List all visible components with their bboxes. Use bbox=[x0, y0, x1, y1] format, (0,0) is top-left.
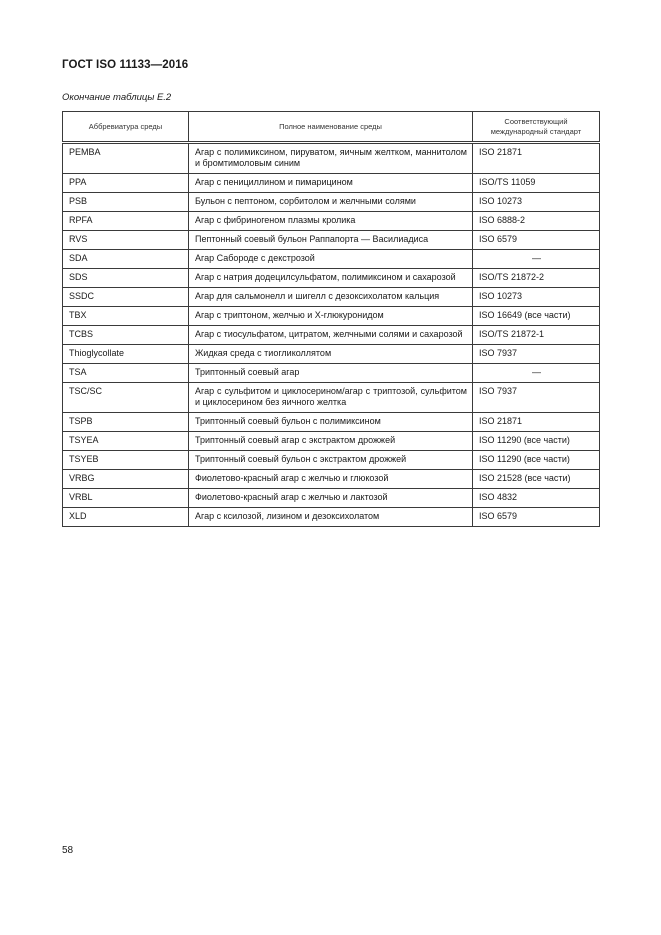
abbreviation-cell: VRBL bbox=[63, 489, 189, 508]
abbreviation-cell: PPA bbox=[63, 174, 189, 193]
abbreviation-cell: SDS bbox=[63, 269, 189, 288]
table-row bbox=[63, 432, 600, 451]
standard-cell: ISO 10273 bbox=[473, 288, 600, 307]
full-name-cell: Пептонный соевый бульон Раппапорта — Василиадиса bbox=[189, 231, 473, 250]
standard-cell: ISO/TS 21872-2 bbox=[473, 269, 600, 288]
abbreviation-cell: TCBS bbox=[63, 326, 189, 345]
full-name-cell: Триптонный соевый бульон с полимиксином bbox=[189, 413, 473, 432]
table-row bbox=[63, 413, 600, 432]
abbreviation-cell: SSDC bbox=[63, 288, 189, 307]
table-row bbox=[63, 489, 600, 508]
abbreviation-cell: Thioglycollate bbox=[63, 345, 189, 364]
standard-cell: — bbox=[473, 250, 600, 269]
document-title: ГОСТ ISO 11133—2016 bbox=[62, 59, 189, 71]
abbreviation-cell: PSB bbox=[63, 193, 189, 212]
page-number: 58 bbox=[62, 845, 74, 856]
table-row bbox=[63, 231, 600, 250]
abbreviation-cell: TSC/SC bbox=[63, 383, 189, 413]
full-name-cell: Бульон с пептоном, сорбитолом и желчными солями bbox=[189, 193, 473, 212]
abbreviation-cell: TSYEB bbox=[63, 451, 189, 470]
full-name-cell: Агар Сабороде с декстрозой bbox=[189, 250, 473, 269]
table-row bbox=[63, 307, 600, 326]
table-row bbox=[63, 451, 600, 470]
full-name-cell: Триптонный соевый агар с экстрактом дрожжей bbox=[189, 432, 473, 451]
abbreviation-cell: VRBG bbox=[63, 470, 189, 489]
column-header-full-name: Полное наименование среды bbox=[189, 112, 473, 143]
table-header-row bbox=[63, 112, 600, 143]
full-name-cell: Триптонный соевый бульон с экстрактом дрожжей bbox=[189, 451, 473, 470]
full-name-cell: Агар для сальмонелл и шигелл с дезоксихолатом кальция bbox=[189, 288, 473, 307]
standard-cell: ISO 6579 bbox=[473, 508, 600, 527]
standard-cell: ISO 11290 (все части) bbox=[473, 432, 600, 451]
full-name-cell: Агар с полимиксином, пируватом, яичным желтком, маннитолом и бромтимоловым синим bbox=[189, 143, 473, 174]
full-name-cell: Агар с фибриногеном плазмы кролика bbox=[189, 212, 473, 231]
full-name-cell: Агар с пенициллином и пимарицином bbox=[189, 174, 473, 193]
full-name-cell: Фиолетово-красный агар с желчью и лактозой bbox=[189, 489, 473, 508]
abbreviation-cell: RPFA bbox=[63, 212, 189, 231]
table-caption: Окончание таблицы Е.2 bbox=[62, 92, 172, 103]
table-row bbox=[63, 269, 600, 288]
full-name-cell: Агар с ксилозой, лизином и дезоксихолатом bbox=[189, 508, 473, 527]
standard-cell: ISO 21871 bbox=[473, 143, 600, 174]
abbreviation-cell: TBX bbox=[63, 307, 189, 326]
table-row bbox=[63, 345, 600, 364]
table-row bbox=[63, 508, 600, 527]
abbreviation-cell: TSA bbox=[63, 364, 189, 383]
standard-cell: ISO 21871 bbox=[473, 413, 600, 432]
full-name-cell: Триптонный соевый агар bbox=[189, 364, 473, 383]
abbreviation-cell: PEMBA bbox=[63, 143, 189, 174]
full-name-cell: Агар с сульфитом и циклосерином/агар с триптозой, сульфитом и циклосерином без яичного желтка bbox=[189, 383, 473, 413]
table-row bbox=[63, 364, 600, 383]
table-row bbox=[63, 288, 600, 307]
standard-cell: ISO 10273 bbox=[473, 193, 600, 212]
standard-cell: ISO/TS 21872-1 bbox=[473, 326, 600, 345]
standard-cell: ISO/TS 11059 bbox=[473, 174, 600, 193]
abbreviation-cell: RVS bbox=[63, 231, 189, 250]
standard-cell: ISO 4832 bbox=[473, 489, 600, 508]
abbreviation-cell: TSPB bbox=[63, 413, 189, 432]
abbreviation-cell: XLD bbox=[63, 508, 189, 527]
table-row bbox=[63, 326, 600, 345]
table-row bbox=[63, 250, 600, 269]
standard-cell: ISO 6888-2 bbox=[473, 212, 600, 231]
table-row bbox=[63, 470, 600, 489]
full-name-cell: Жидкая среда с тиогликоллятом bbox=[189, 345, 473, 364]
full-name-cell: Фиолетово-красный агар с желчью и глюкозой bbox=[189, 470, 473, 489]
standard-cell: ISO 16649 (все части) bbox=[473, 307, 600, 326]
column-header-abbreviation: Аббревиатура среды bbox=[63, 112, 189, 143]
standard-cell: ISO 7937 bbox=[473, 383, 600, 413]
standard-cell: ISO 6579 bbox=[473, 231, 600, 250]
column-header-standard: Соответствующий международный стандарт bbox=[473, 112, 600, 143]
table-row bbox=[63, 212, 600, 231]
standard-cell: ISO 21528 (все части) bbox=[473, 470, 600, 489]
standard-cell: — bbox=[473, 364, 600, 383]
media-abbreviations-table bbox=[62, 111, 600, 527]
standard-cell: ISO 11290 (все части) bbox=[473, 451, 600, 470]
full-name-cell: Агар с тиосульфатом, цитратом, желчными солями и сахарозой bbox=[189, 326, 473, 345]
full-name-cell: Агар с триптоном, желчью и X-глюкуронидом bbox=[189, 307, 473, 326]
table-row bbox=[63, 174, 600, 193]
table-row bbox=[63, 143, 600, 174]
table-row bbox=[63, 383, 600, 413]
abbreviation-cell: TSYEA bbox=[63, 432, 189, 451]
full-name-cell: Агар с натрия додецилсульфатом, полимиксином и сахарозой bbox=[189, 269, 473, 288]
table-row bbox=[63, 193, 600, 212]
standard-cell: ISO 7937 bbox=[473, 345, 600, 364]
abbreviation-cell: SDA bbox=[63, 250, 189, 269]
